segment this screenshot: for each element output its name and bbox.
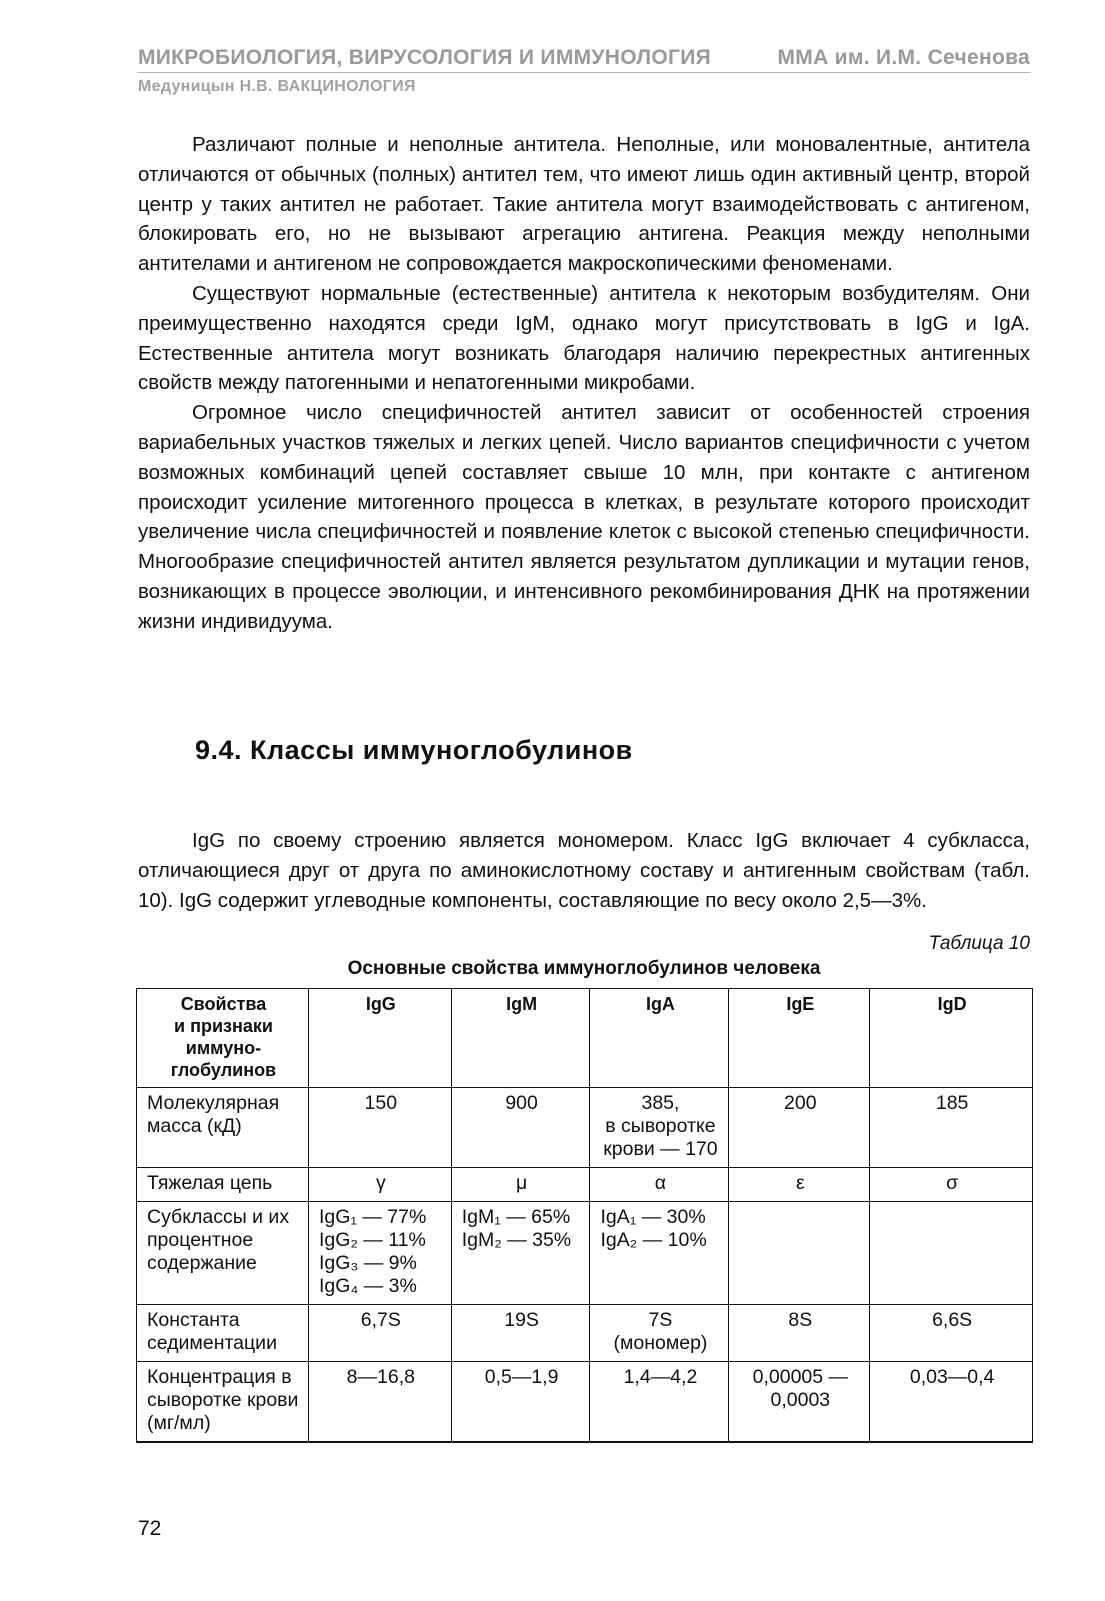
table-cell: 6,7S — [308, 1305, 451, 1362]
table-cell: 0,00005 — 0,0003 — [729, 1362, 870, 1443]
table-cell: γ — [308, 1168, 451, 1202]
table-row — [137, 1202, 1033, 1305]
paragraph: Существуют нормальные (естественные) антитела к некоторым возбудителям. Они преимущественно находятся среди IgM, однако могут присутствовать в IgG и IgA. Естественные антитела могут возникать благодаря наличию перекрестных антигенных свойств между патогенными и непатогенными микробами. — [138, 281, 1030, 395]
header-author-title: Медуницын Н.В. ВАКЦИНОЛОГИЯ — [138, 78, 416, 95]
table-row — [137, 1088, 1033, 1168]
table-cell: IgM₁ — 65% IgM₂ — 35% — [451, 1202, 590, 1305]
table-cell: 1,4—4,2 — [590, 1362, 729, 1443]
table-cell: 7S (мономер) — [590, 1305, 729, 1362]
body-text-section — [138, 826, 1030, 915]
table-cell: 0,03—0,4 — [870, 1362, 1033, 1443]
body-text-top — [138, 130, 1030, 637]
header-publisher: ММА им. И.М. Сеченова — [777, 46, 1030, 69]
table-cell: 385, в сыворотке крови — 170 — [590, 1088, 729, 1168]
table-cell: 200 — [729, 1088, 870, 1168]
table-cell: 19S — [451, 1305, 590, 1362]
section-heading: 9.4. Классы иммуноглобулинов — [195, 735, 633, 765]
header-cell-igm: IgM — [451, 989, 590, 1088]
table-cell — [729, 1202, 870, 1305]
table-cell: 185 — [870, 1088, 1033, 1168]
table-header-row — [137, 989, 1033, 1088]
header-cell-igd: IgD — [870, 989, 1033, 1088]
table-cell: ε — [729, 1168, 870, 1202]
table-cell: α — [590, 1168, 729, 1202]
paragraph: Различают полные и неполные антитела. Неполные, или моновалентные, антитела отличаются от обычных (полных) антител тем, что имеют лишь один активный центр, второй центр у таких антител не работает. Такие антитела могут взаимодействовать с антигеном, блокировать его, но не вызывают агрегацию антигена. Реакция между неполными антителами и антигеном не сопровождается макроскопическими феноменами. — [138, 133, 1030, 276]
table-cell: 900 — [451, 1088, 590, 1168]
paragraph: IgG по своему строению является мономером. Класс IgG включает 4 субкласса, отличающиеся друг от друга по аминокислотному составу и антигенным свойствам (табл. 10). IgG содержит углеводные компоненты, составляющие по весу около 2,5—3%. — [138, 829, 1030, 912]
table-cell: 150 — [308, 1088, 451, 1168]
page-number: 72 — [138, 1517, 162, 1540]
row-label: Константа седиментации — [137, 1305, 309, 1362]
table-title: Основные свойства иммуноглобулинов человека — [347, 958, 821, 979]
table-cell: 6,6S — [870, 1305, 1033, 1362]
running-header — [138, 46, 1030, 73]
table-label: Таблица 10 — [928, 933, 1030, 954]
table-cell — [870, 1202, 1033, 1305]
table-row — [137, 1168, 1033, 1202]
table-row — [137, 1362, 1033, 1443]
row-label: Молекулярная масса (кД) — [137, 1088, 309, 1168]
header-cell-properties: Свойства и признаки иммуно- глобулинов — [137, 989, 309, 1088]
row-label: Субклассы и их процентное содержание — [137, 1202, 309, 1305]
header-book-title: МИКРОБИОЛОГИЯ, ВИРУСОЛОГИЯ И ИММУНОЛОГИЯ — [138, 46, 712, 69]
table-row — [137, 1305, 1033, 1362]
paragraph: Огромное число специфичностей антител зависит от особенностей строения вариабельных участков тяжелых и легких цепей. Число вариантов специфичности с учетом возможных комбинаций цепей составляет свыше 10 млн, при контакте с антигеном происходит усиление митогенного процесса в клетках, в результате которого происходит увеличение числа специфичностей и появление клеток с высокой степенью специфичности. Многообразие специфичностей антител является результатом дупликации и мутации генов, возникающих в процессе эволюции, и интенсивного рекомбинирования ДНК на протяжении жизни индивидуума. — [138, 401, 1030, 633]
row-label: Концентрация в сыворотке крови (мг/мл) — [137, 1362, 309, 1443]
table-cell: σ — [870, 1168, 1033, 1202]
table-cell: μ — [451, 1168, 590, 1202]
header-cell-iga: IgA — [590, 989, 729, 1088]
table-cell: IgG₁ — 77% IgG₂ — 11% IgG₃ — 9% IgG₄ — 3% — [308, 1202, 451, 1305]
table-cell: IgA₁ — 30% IgA₂ — 10% — [590, 1202, 729, 1305]
table-cell: 0,5—1,9 — [451, 1362, 590, 1443]
header-cell-ige: IgE — [729, 989, 870, 1088]
table-cell: 8S — [729, 1305, 870, 1362]
row-label: Тяжелая цепь — [137, 1168, 309, 1202]
immunoglobulin-properties-table — [136, 988, 1033, 1443]
table-cell: 8—16,8 — [308, 1362, 451, 1443]
header-cell-igg: IgG — [308, 989, 451, 1088]
